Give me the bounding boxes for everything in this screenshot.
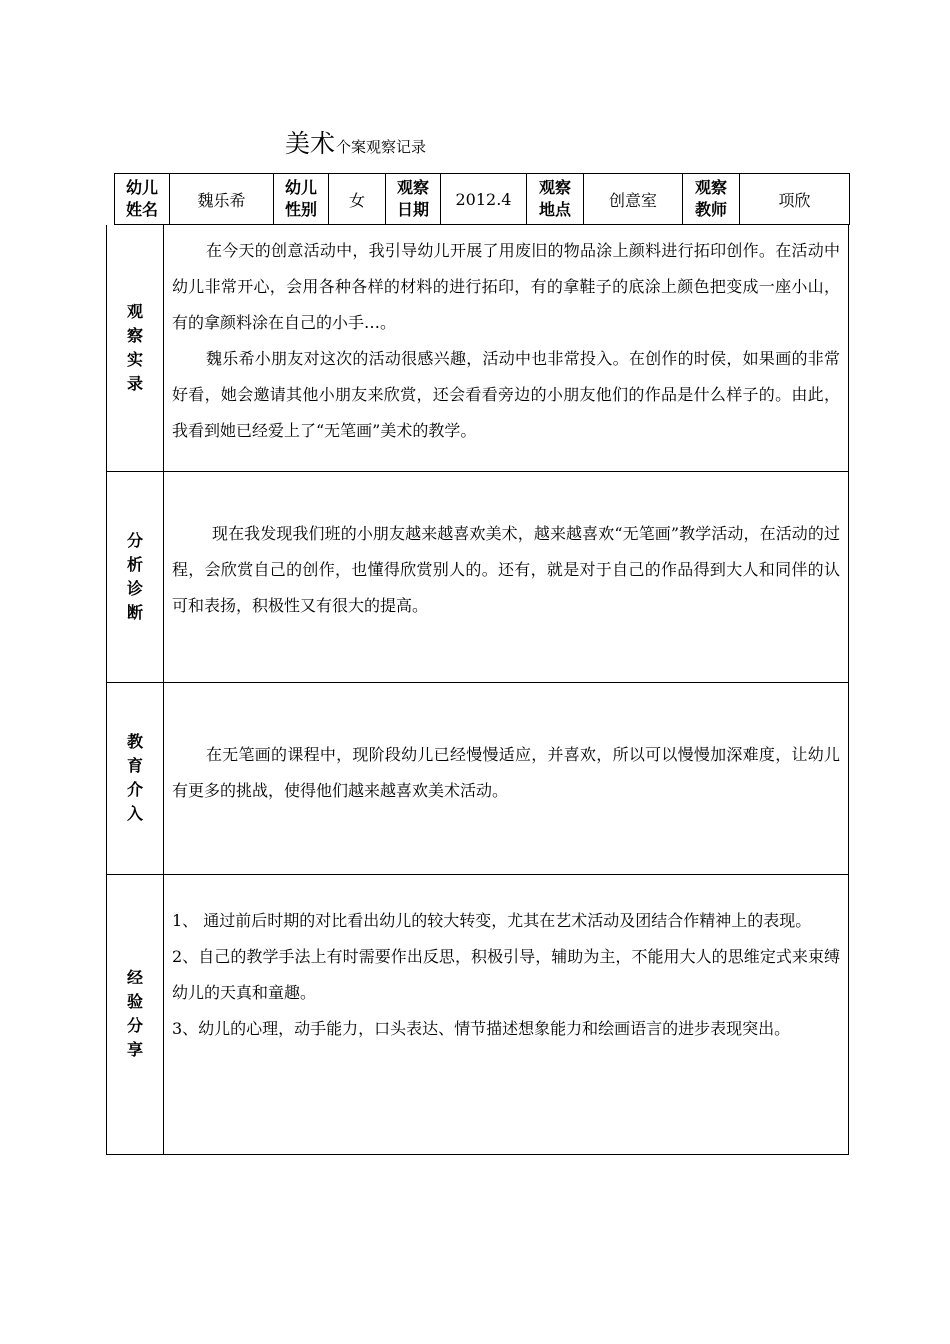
teacher-value: 项欣: [740, 174, 850, 225]
observation-content: 在今天的创意活动中，我引导幼儿开展了用废旧的物品涂上颜料进行拓印创作。在活动中幼儿非常开心，会用各种各样的材料的进行拓印，有的拿鞋子的底涂上颜色把变成一座小山，有的拿颜料涂在自己的小手…。 魏乐希小朋友对这次的活动很感兴趣，活动中也非常投入。在创作的时侯，如果画的非常好看，她会邀请其他小朋友来欣赏，还会看看旁边的小朋友他们的作品是什么样子的。由此，我看到她已经爱上了“无笔画”美术的教学。: [164, 225, 849, 471]
teacher-label: 观察 教师: [683, 174, 740, 225]
info-table: [114, 173, 850, 225]
gender-label: 幼儿 性别: [274, 174, 329, 225]
observation-label: 观 察 实 录: [107, 225, 164, 471]
analysis-label: 分 析 诊 断: [107, 471, 164, 682]
analysis-row: [107, 471, 849, 682]
title-sub: 个案观察记录: [336, 138, 427, 156]
intervention-content: 在无笔画的课程中，现阶段幼儿已经慢慢适应，并喜欢，所以可以慢慢加深难度，让幼儿有更多的挑战，使得他们越来越喜欢美术活动。: [164, 682, 849, 874]
place-value: 创意室: [584, 174, 683, 225]
observation-row: [107, 225, 849, 471]
analysis-content: 现在我发现我们班的小朋友越来越喜欢美术，越来越喜欢“无笔画”教学活动，在活动的过程，会欣赏自己的创作，也懂得欣赏别人的。还有，就是对于自己的作品得到大人和同伴的认可和表扬，积极性又有很大的提高。: [164, 471, 849, 682]
place-label: 观察 地点: [527, 174, 584, 225]
sharing-label: 经 验 分 享: [107, 874, 164, 1154]
date-value: 2012.4: [441, 174, 527, 225]
gender-value: 女: [329, 174, 386, 225]
title-main: 美术: [285, 129, 336, 158]
intervention-row: [107, 682, 849, 874]
date-label: 观察 日期: [386, 174, 441, 225]
name-label: 幼儿 姓名: [115, 174, 170, 225]
sharing-row: [107, 874, 849, 1154]
intervention-label: 教 育 介 入: [107, 682, 164, 874]
name-value: 魏乐希: [170, 174, 274, 225]
record-table: [106, 225, 849, 1155]
sharing-content: 1、 通过前后时期的对比看出幼儿的较大转变，尤其在艺术活动及团结合作精神上的表现。 2、自己的教学手法上有时需要作出反思，积极引导，辅助为主，不能用大人的思维定式来束缚幼儿的天真和童趣。 3、幼儿的心理，动手能力，口头表达、情节描述想象能力和绘画语言的进步表现突出。: [164, 874, 849, 1154]
page-title: [285, 131, 426, 156]
